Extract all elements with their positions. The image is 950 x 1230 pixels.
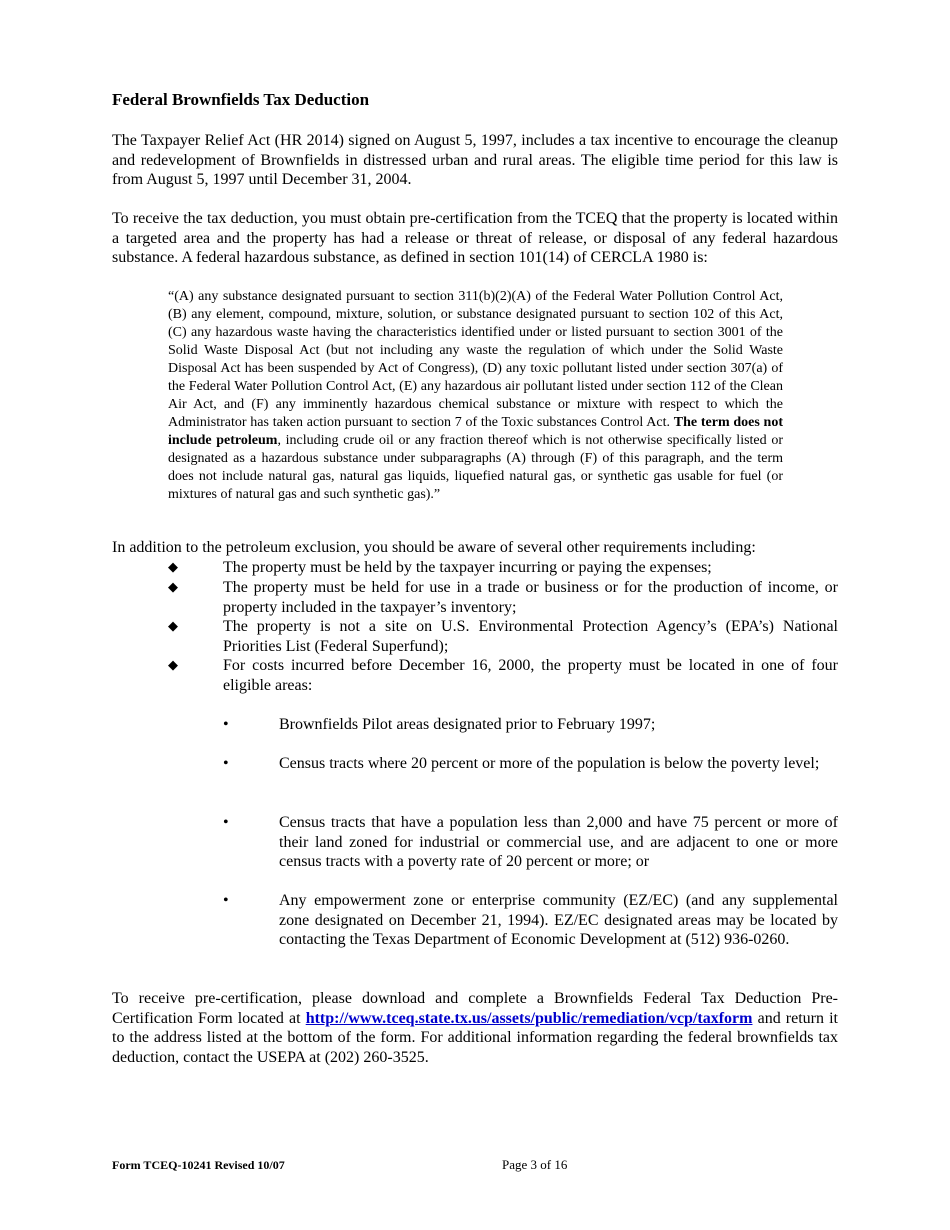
page-title: Federal Brownfields Tax Deduction xyxy=(112,90,370,109)
bullet-icon: • xyxy=(223,892,229,909)
requirement-text: The property must be held for use in a trade or business or for the production of income, or property included in the taxpayer’s inventory; xyxy=(223,579,838,616)
taxform-link[interactable]: http://www.tceq.state.tx.us/assets/public/remediation/vcp/taxform xyxy=(305,1009,753,1027)
eligible-area-item xyxy=(223,891,838,950)
closing-paragraph xyxy=(112,989,838,1067)
requirement-text: The property is not a site on U.S. Environmental Protection Agency’s (EPA’s) National Priorities List (Federal Superfund); xyxy=(223,618,838,655)
page-number: Page 3 of 16 xyxy=(502,1157,568,1172)
quote-text-after: , including crude oil or any fraction thereof which is not otherwise specifically listed or designated as a hazardous substance under subparagraphs (A) through (F) of this paragraph, and the term does not include natural gas, natural gas liquids, liquefied natural gas, or synthetic gas usable for fuel (or mixtures of natural gas and such synthetic gas).” xyxy=(168,433,783,502)
cercla-definition-quote xyxy=(168,288,783,504)
quote-text-before: “(A) any substance designated pursuant to section 311(b)(2)(A) of the Federal Water Pollution Control Act, (B) any element, compound, mixture, solution, or substance designated pursuant to section 102 of this Act, (C) any hazardous waste having the characteristics identified under or listed pursuant to section 3001 of the Solid Waste Disposal Act (but not including any waste the regulation of which under the Solid Waste Disposal Act has been suspended by Act of Congress), (D) any toxic pollutant listed under section 307(a) of the Federal Water Pollution Control Act, (E) any hazardous air pollutant listed under section 112 of the Clean Air Act, and (F) any imminently hazardous chemical substance or mixture with respect to which the Administrator has taken action pursuant to section 7 of the Toxic substances Control Act. xyxy=(168,289,783,430)
requirements-intro: In addition to the petroleum exclusion, you should be aware of several other requirements including: xyxy=(112,539,756,556)
intro-paragraph: The Taxpayer Relief Act (HR 2014) signed on August 5, 1997, includes a tax incentive to encourage the cleanup and redevelopment of Brownfields in distressed urban and rural areas. The eligible time period for this law is from August 5, 1997 until December 31, 2004. xyxy=(112,132,838,189)
eligible-area-item xyxy=(223,813,838,872)
quote-bold-text: The term does not include petroleum xyxy=(168,415,783,448)
diamond-bullet-icon: ◆ xyxy=(168,580,178,595)
requirement-item xyxy=(168,656,838,695)
bullet-icon: • xyxy=(223,814,229,831)
diamond-bullet-icon: ◆ xyxy=(168,619,178,634)
requirement-text: For costs incurred before December 16, 2000, the property must be located in one of four eligible areas: xyxy=(223,657,838,694)
eligible-area-text: Census tracts that have a population less than 2,000 and have 75 percent or more of their land zoned for industrial or commercial use, and are adjacent to one or more census tracts with a poverty rate of 20 percent or more; or xyxy=(279,814,838,871)
requirement-item xyxy=(168,558,838,578)
eligible-area-item xyxy=(223,715,838,735)
requirement-item xyxy=(168,617,838,656)
closing-text-after: and return it to the address listed at the bottom of the form. For additional information regarding the federal brownfields tax deduction, contact the USEPA at (202) 260-3525. xyxy=(112,1009,838,1066)
closing-text-before: To receive pre-certification, please download and complete a Brownfields Federal Tax Deduction Pre-Certification Form located at xyxy=(112,990,838,1027)
bullet-icon: • xyxy=(223,716,229,733)
certification-paragraph: To receive the tax deduction, you must obtain pre-certification from the TCEQ that the property is located within a targeted area and the property has had a release or threat of release, or disposal of any federal hazardous substance. A federal hazardous substance, as defined in section 101(14) of CERCLA 1980 is: xyxy=(112,210,838,267)
requirement-item xyxy=(168,578,838,617)
diamond-bullet-icon: ◆ xyxy=(168,560,178,575)
form-id-footer: Form TCEQ-10241 Revised 10/07 xyxy=(112,1158,285,1172)
bullet-icon: • xyxy=(223,755,229,772)
eligible-area-text: Census tracts where 20 percent or more of the population is below the poverty level; xyxy=(279,755,820,772)
diamond-bullet-icon: ◆ xyxy=(168,658,178,673)
requirement-text: The property must be held by the taxpayer incurring or paying the expenses; xyxy=(223,559,712,576)
eligible-area-text: Any empowerment zone or enterprise community (EZ/EC) (and any supplemental zone designated on December 21, 1994). EZ/EC designated areas may be located by contacting the Texas Department of Economic Development at (512) 936-0260. xyxy=(279,892,838,949)
eligible-area-text: Brownfields Pilot areas designated prior to February 1997; xyxy=(279,716,656,733)
eligible-area-item xyxy=(223,754,838,774)
